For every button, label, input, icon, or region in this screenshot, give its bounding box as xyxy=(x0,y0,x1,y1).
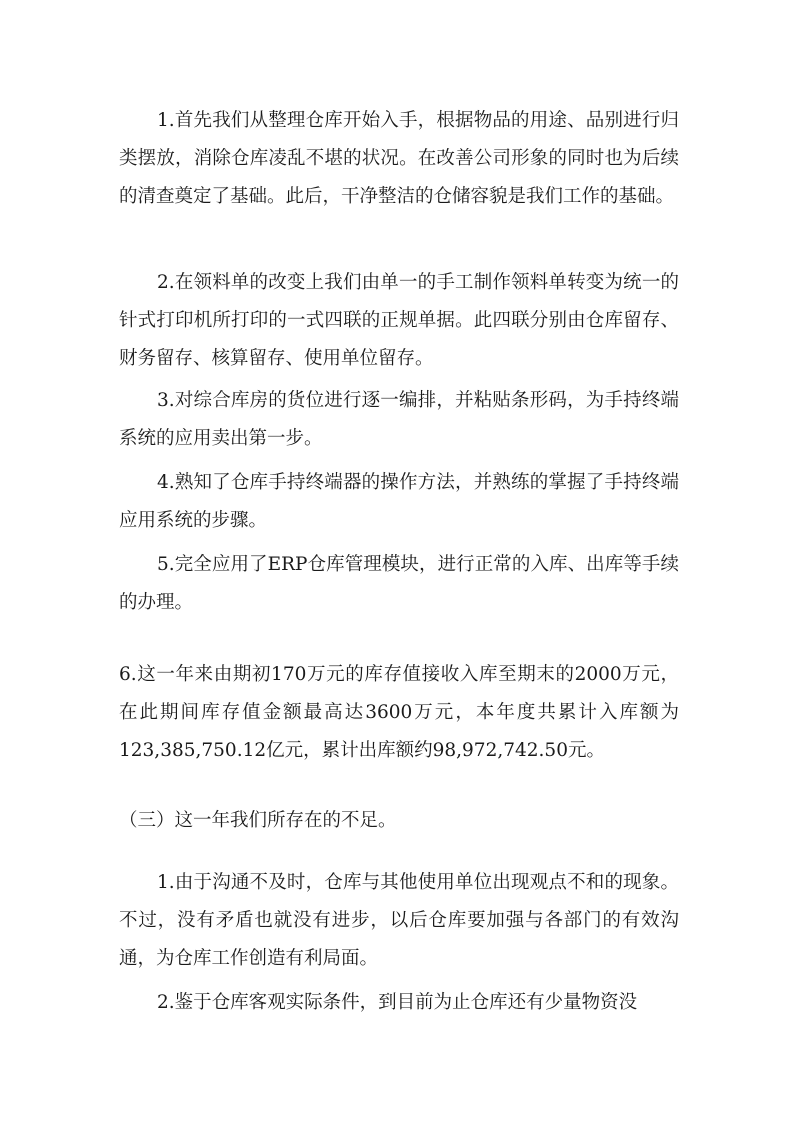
paragraph-6: 6.这一年来由期初170万元的库存值接收入库至期末的2000万元，在此期间库存值金额最高达3600万元，本年度共累计入库额为123,385,750.12亿元，累计出库额约98,972,742.50元。 xyxy=(119,664,679,761)
paragraph-4: 4.熟知了仓库手持终端器的操作方法，并熟练的掌握了手持终端应用系统的步骤。 xyxy=(119,472,679,531)
section-heading-shortcomings: （三）这一年我们所存在的不足。 xyxy=(119,810,397,831)
paragraph-2: 2.在领料单的改变上我们由单一的手工制作领料单转变为统一的针式打印机所打印的一式四联的正规单据。此四联分别由仓库留存、财务留存、核算留存、使用单位留存。 xyxy=(119,272,679,369)
paragraph-1: 1.首先我们从整理仓库开始入手，根据物品的用途、品别进行归类摆放，消除仓库凌乱不堪的状况。在改善公司形象的同时也为后续的清查奠定了基础。此后，干净整洁的仓储容貌是我们工作的基础。 xyxy=(119,110,679,207)
paragraph-5: 5.完全应用了ERP仓库管理模块，进行正常的入库、出库等手续的办理。 xyxy=(119,554,679,613)
paragraph-8: 1.由于沟通不及时，仓库与其他使用单位出现观点不和的现象。不过，没有矛盾也就没有进步，以后仓库要加强与各部门的有效沟通，为仓库工作创造有利局面。 xyxy=(119,872,679,969)
paragraph-9: 2.鉴于仓库客观实际条件，到目前为止仓库还有少量物资没 xyxy=(157,992,638,1013)
paragraph-3: 3.对综合库房的货位进行逐一编排，并粘贴条形码，为手持终端系统的应用卖出第一步。 xyxy=(119,390,679,449)
